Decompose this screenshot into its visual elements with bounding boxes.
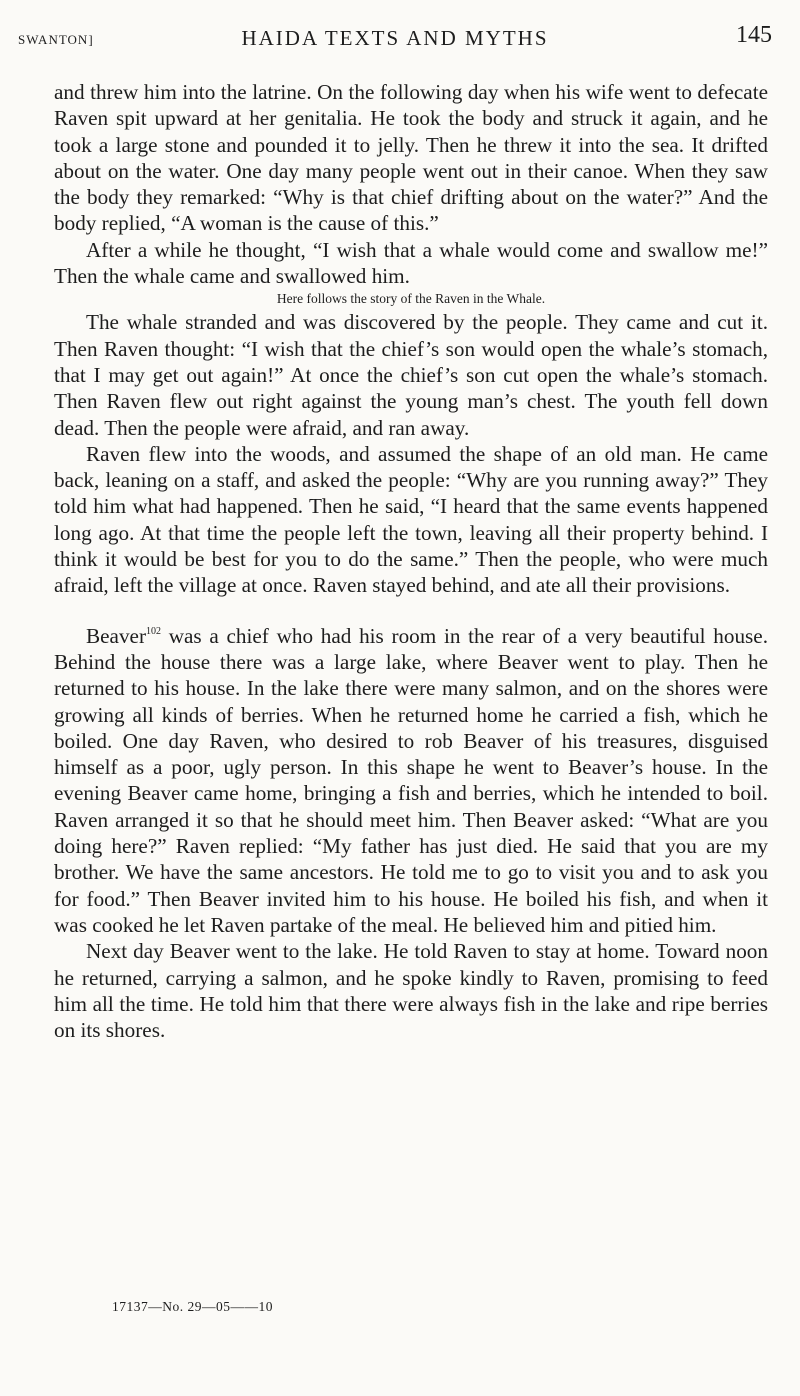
paragraph-2: After a while he thought, “I wish that a whale would come and swallow me!” Then the whale came and swallowed him. xyxy=(54,237,768,289)
paragraph-5 xyxy=(54,623,768,939)
footnote-reference: 102 xyxy=(146,625,161,637)
body-text xyxy=(54,79,768,1043)
paragraph-4: Raven flew into the woods, and assumed the shape of an old man. He came back, leaning on a staff, and asked the people: “Why are you running away?” They told him what had happened. Then he said, “I heard that the same events happened long ago. At that time the people left the town, leaving all their property behind. I think it would be best for you to do the same.” Then the people, who were much afraid, left the village at once. Raven stayed behind, and ate all their provisions. xyxy=(54,441,768,598)
running-head-title: HAIDA TEXTS AND MYTHS xyxy=(241,26,549,50)
running-head-author: SWANTON] xyxy=(18,32,94,47)
paragraph-3: The whale stranded and was discovered by the people. They came and cut it. Then Raven thought: “I wish that the chief’s son would open the whale’s stomach, that I may get out again!” At once the chief’s son cut open the whale’s stomach. Then Raven flew out right against the young man’s chest. The youth fell down dead. Then the people were afraid, and ran away. xyxy=(54,310,768,440)
paragraph-6: Next day Beaver went to the lake. He told Raven to stay at home. Toward noon he returned, carrying a salmon, and he spoke kindly to Raven, promising to feed him all the time. He told him that there were always fish in the lake and ripe berries on its shores. xyxy=(54,939,768,1043)
paragraph-5-first-word: Beaver xyxy=(86,623,146,648)
paragraph-5-text: was a chief who had his room in the rear of a very beautiful house. Behind the house there was a large lake, where Beaver went to play. Then he returned to his house. In the lake there were many salmon, and on the shores were growing all kinds of berries. When he returned home he carried a fish, which he boiled. One day Raven, who desired to rob Beaver of his treasures, disguised himself as a poor, ugly person. In this shape he went to Beaver’s house. In the evening Beaver came home, bringing a fish and berries, which he intended to boil. Raven arranged it so that he should meet him. Then Beaver asked: “What are you doing here?” Raven replied: “My father has just died. He said that you are my brother. We have the same ancestors. He told me to go to visit you and to ask you for food.” Then Beaver invited him to his house. He boiled his fish, and when it was cooked he let Raven partake of the meal. He believed him and pitied him. xyxy=(54,623,768,937)
page-number: 145 xyxy=(736,22,772,48)
paragraph-1: and threw him into the latrine. On the following day when his wife went to defecate Raven spit upward at her genitalia. He took the body and struck it again, and he took a large stone and pounded it to jelly. Then he threw it into the sea. It drifted about on the water. One day many people went out in their canoe. When they saw the body they remarked: “Why is that chief drifting about on the water?” And the body replied, “A woman is the cause of this.” xyxy=(54,80,768,236)
printer-signature: 17137—No. 29—05——10 xyxy=(112,1299,273,1314)
running-head xyxy=(18,18,772,58)
story-note: Here follows the story of the Raven in the Whale. xyxy=(276,291,546,307)
section-gap xyxy=(54,599,768,623)
